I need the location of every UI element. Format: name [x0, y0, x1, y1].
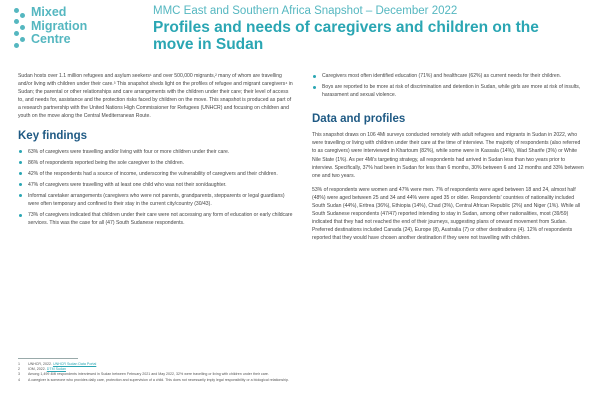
key-findings-list [18, 148, 295, 228]
footnote-number: 2 [18, 367, 20, 372]
logo-line-3: Centre [31, 32, 71, 46]
logo-dots-icon [14, 8, 28, 48]
finding-text: 73% of caregivers indicated that children under their care were not accessing any form of education or early childcare services. This was the case for all (47) South Sudanese respondents. [28, 212, 293, 227]
intro-paragraph: Sudan hosts over 1.1 million refugees and asylum seekers¹ and over 500,000 migrants,² many of whom are travelling and/or living with children under their care.³ This snapshot sheds light on the profiles of refugee and migrant caregivers⁴ in Sudan; the parental or other relationships and care arrangements with the children under their care; their level of access to, and needs for, assistance and the protection risks faced by children on the move. This snapshot is produced as part of a research partnership with the United Nations High Commissioner for Refugees (UNHCR) and focusing on children and youth on the move along the Central Mediterranean Route. [18, 73, 293, 120]
list-item [312, 72, 584, 80]
logo-wordmark [31, 6, 87, 47]
list-item [18, 159, 295, 167]
mmc-logo [14, 6, 124, 52]
footnote-text: IOM, 2022. [28, 367, 46, 372]
page-header [0, 0, 600, 60]
logo-line-2: Migration [31, 18, 88, 33]
data-paragraph-1: This snapshot draws on 106 4Mi surveys conducted remotely with adult refugees and migrants in Sudan in 2022, who were travelling or living with children under their care at the time of interview. The majority of respondents (also referred to as caregivers) were interviewed in Khartoum (82%), while some were in Kassala (14%), Wad Sharife (3%) or White Nile State (1%). As per 4Mi's targeting strategy, all respondents had arrived in Sudan less than two years prior to interview. Specifically, 37% had been in Sudan for less than 6 months, 30% between 6 and 12 months and 33% between one and two years. [312, 132, 584, 179]
right-column [312, 72, 584, 243]
finding-text: Caregivers most often identified education (71%) and healthcare (62%) as current needs for their children. [322, 73, 561, 79]
bullet-icon [313, 75, 316, 78]
list-item [18, 170, 295, 178]
list-item [18, 181, 295, 189]
bullet-icon [313, 86, 316, 89]
footnote [18, 378, 295, 383]
footnote-text: A caregiver is someone who provides daily care, protection and supervision of a child. This does not necessarily imply legal responsibility or a biological relationship. [28, 377, 290, 382]
footnote-text: Among 1,499 4Mi respondents interviewed in Sudan between February 2021 and May 2022, 32% were travelling or living with children under their care. [28, 372, 269, 377]
key-findings-heading: Key findings [18, 129, 88, 142]
snapshot-supertitle: MMC East and Southern Africa Snapshot – December 2022 [153, 5, 458, 17]
key-findings-list-continued [312, 72, 584, 99]
list-item [18, 192, 295, 208]
bullet-icon [19, 194, 22, 197]
finding-text: Informal caretaker arrangements (caregivers who were not parents, grandparents, stepparents or legal guardians) were often temporary and confined to their stay in the current city/country (30/43). [28, 192, 285, 208]
bullet-icon [19, 183, 22, 186]
finding-text: 86% of respondents reported being the sole caregiver to the children. [28, 159, 185, 166]
left-column [18, 72, 295, 230]
bullet-icon [19, 161, 22, 164]
finding-text: 42% of the respondents had a source of income, underscoring the vulnerability of caregivers and their children. [28, 170, 278, 177]
logo-line-1: Mixed [31, 5, 67, 19]
footnote-number: 1 [18, 362, 20, 366]
bullet-icon [19, 214, 22, 217]
footnote-link[interactable]: DTM Sudan [46, 367, 66, 372]
list-item [18, 148, 295, 156]
list-item [18, 211, 295, 227]
data-profiles-heading: Data and profiles [312, 113, 406, 126]
footnote-number: 3 [18, 372, 20, 377]
footnote-link[interactable]: UNHCR Sudan Data Portal [52, 362, 97, 366]
footnote-text: UNHCR, 2022. [28, 362, 52, 366]
finding-text: 47% of caregivers were travelling with at least one child who was not their son/daughter. [28, 181, 227, 188]
footnote-divider [18, 358, 78, 359]
bullet-icon [19, 172, 22, 175]
footnote-number: 4 [18, 377, 20, 382]
page-title: Profiles and needs of caregivers and children on the move in Sudan [153, 19, 539, 53]
finding-text: 63% of caregivers were travelling and/or living with four or more children under their care. [28, 148, 230, 155]
finding-text: Boys are reported to be more at risk of discrimination and detention in Sudan, while girls are more at risk of insults, harassment and sexual violence. [322, 84, 581, 99]
bullet-icon [19, 150, 22, 153]
data-paragraph-2: 53% of respondents were women and 47% were men. 7% of respondents were aged between 18 and 24, almost half (48%) were aged between 25 and 34 and 44% were aged 35 or older. Respondents' countries of nationality included South Sudan (44%), Eritrea (36%), Ethiopia (14%), Chad (3%), Central African Republic (2%) and Niger (1%). While all South Sudanese respondents (47/47) reported intending to stay in Sudan, among other nationalities, most (39/59) indicated that they had not reached the end of their journeys, suggesting plans of onward movement from Sudan. Preferred destinations included Canada (24), Europe (8), Australia (7) or other destinations (4). 12% of respondents reported that they would have chosen another destination if they were not travelling with children. [312, 186, 581, 242]
list-item [312, 83, 584, 99]
footnotes [18, 358, 295, 383]
